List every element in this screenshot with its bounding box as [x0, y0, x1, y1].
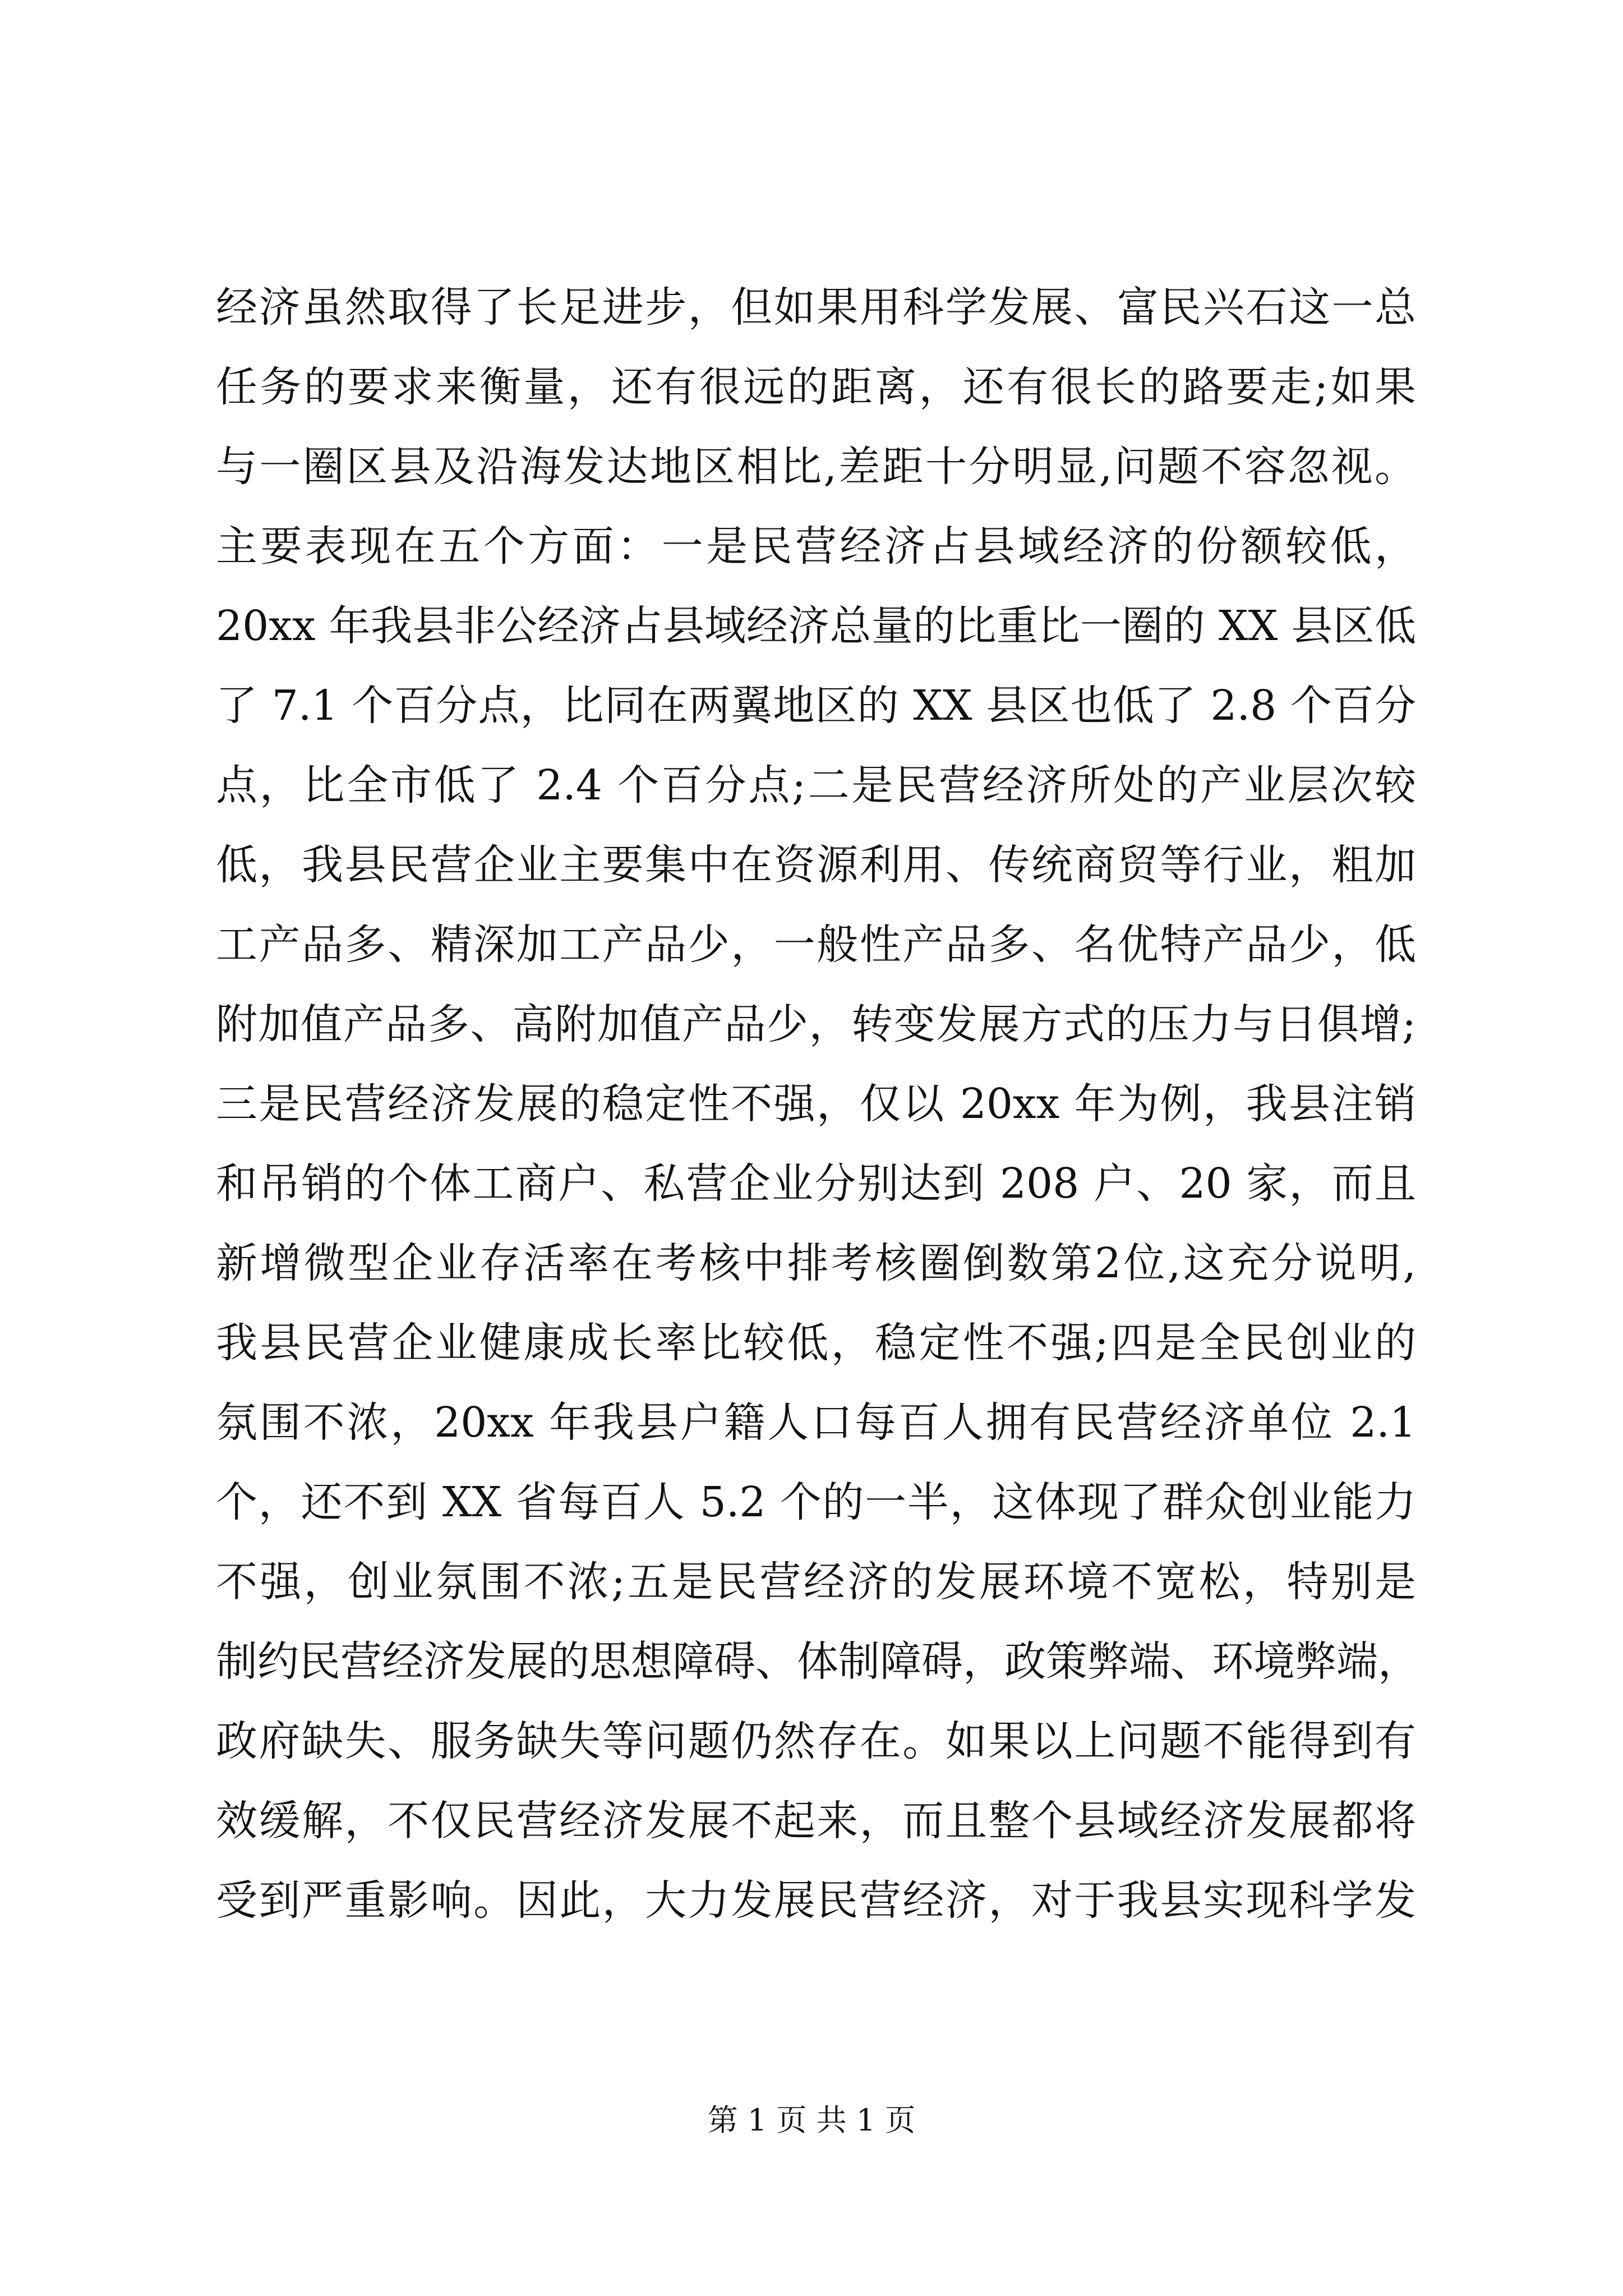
text-line: 20xx 年我县非公经济占县域经济总量的比重比一圈的 XX 县区低 [216, 602, 1416, 650]
text-line: 氛围不浓，20xx 年我县户籍人口每百人拥有民营经济单位 2.1 [216, 1398, 1416, 1447]
text-line: 个，还不到 XX 省每百人 5.2 个的一半，这体现了群众创业能力 [216, 1478, 1416, 1526]
text-line: 受到严重影响。因此，大力发展民营经济，对于我县实现科学发 [216, 1876, 1416, 1925]
text-line: 制约民营经济发展的思想障碍、体制障碍，政策弊端、环境弊端， [216, 1637, 1419, 1686]
text-line: 效缓解，不仅民营经济发展不起来，而且整个县域经济发展都将 [216, 1797, 1416, 1845]
text-line: 附加值产品多、高附加值产品少，转变发展方式的压力与日俱增; [216, 1000, 1416, 1048]
text-line: 三是民营经济发展的稳定性不强，仅以 20xx 年为例，我县注销 [216, 1080, 1416, 1128]
text-line: 点，比全市低了 2.4 个百分点;二是民营经济所处的产业层次较 [216, 761, 1416, 809]
text-line: 了 7.1 个百分点，比同在两翼地区的 XX 县区也低了 2.8 个百分 [216, 682, 1416, 730]
text-line: 工产品多、精深加工产品少，一般性产品多、名优特产品少，低 [216, 921, 1416, 969]
text-line: 经济虽然取得了长足进步，但如果用科学发展、富民兴石这一总 [216, 283, 1416, 332]
text-line: 政府缺失、服务缺失等问题仍然存在。如果以上问题不能得到有 [216, 1717, 1416, 1765]
text-line: 不强，创业氛围不浓;五是民营经济的发展环境不宽松，特别是 [216, 1558, 1416, 1606]
text-line: 我县民营企业健康成长率比较低，稳定性不强;四是全民创业的 [216, 1319, 1416, 1367]
text-line: 与一圈区县及沿海发达地区相比,差距十分明显,问题不容忽视。 [216, 443, 1416, 491]
text-line: 新增微型企业存活率在考核中排考核圈倒数第2位,这充分说明, [216, 1239, 1416, 1287]
page-footer: 第 1 页 共 1 页 [707, 2102, 916, 2138]
text-line: 低，我县民营企业主要集中在资源利用、传统商贸等行业，粗加 [216, 841, 1416, 889]
text-line: 主要表现在五个方面：一是民营经济占县域经济的份额较低， [216, 522, 1416, 570]
text-line: 任务的要求来衡量，还有很远的距离，还有很长的路要走;如果 [216, 363, 1416, 411]
text-line: 和吊销的个体工商户、私营企业分别达到 208 户、20 家，而且 [216, 1159, 1416, 1208]
body-text [216, 268, 1419, 1940]
